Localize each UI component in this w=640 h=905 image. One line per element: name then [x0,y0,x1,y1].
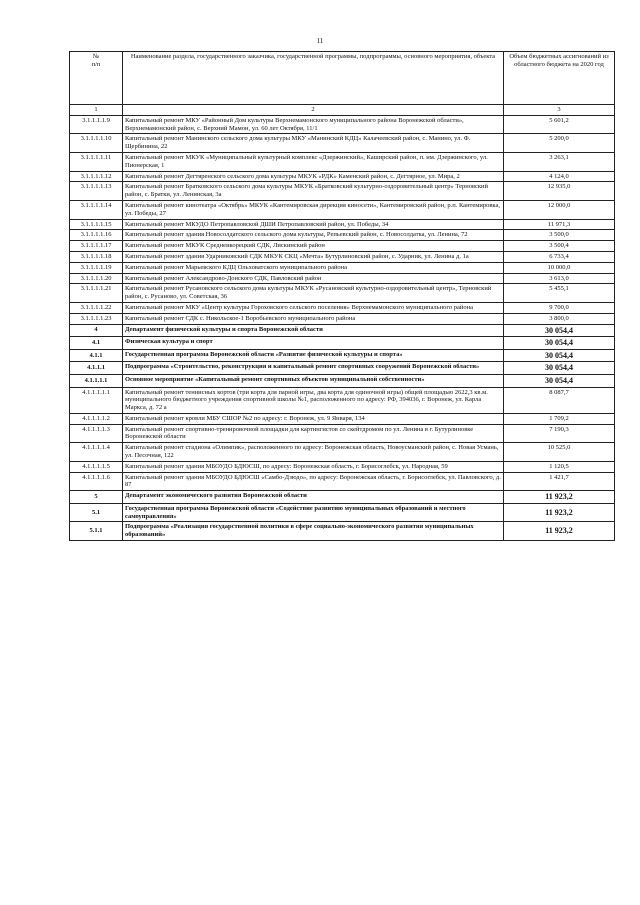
row-code: 4.1.1.1.1 [70,374,123,387]
row-name: Капитальный ремонт теннисных кортов (три корта для парной игры, два корта для одиночной игры) общей площадью 2622,3 кв.м. муниципального бюджетного учреждения спортивной школы №1, расположенного по адресу: РФ, 394036, г. Воронеж, ул. Карла Маркса, д. 72 а [123,387,504,413]
table-row [70,387,615,413]
column-number-row [70,105,615,116]
row-amount: 10 525,0 [504,443,615,462]
row-name: Капитальный ремонт СДК с. Никольское-1 Воробьевского муниципального района [123,313,504,324]
row-code: 3.1.1.1.1.10 [70,134,123,153]
row-code: 3.1.1.1.1.20 [70,273,123,284]
row-code: 3.1.1.1.1.15 [70,219,123,230]
table-row [70,424,615,443]
row-code: 3.1.1.1.1.23 [70,313,123,324]
table-row [70,503,615,522]
row-code: 4.1.1.1.1.5 [70,461,123,472]
row-amount: 11 923,2 [504,503,615,522]
table-row [70,522,615,541]
row-name: Капитальный ремонт спортивно-тренировочной площадки для картингистов со скейтдромом по ул. Ленина в г. Бутурлиновке Воронежской области [123,424,504,443]
row-code: 5 [70,491,123,504]
row-name: Капитальный ремонт стадиона «Олимпик», расположенного по адресу: Воронежская область, Новоусманский район, с. Новая Усмань, ул. Песочная, 122 [123,443,504,462]
row-amount: 30 054,4 [504,374,615,387]
table-row [70,251,615,262]
table-row [70,241,615,252]
table-row [70,115,615,134]
row-amount: 1 709,2 [504,413,615,424]
table-row [70,461,615,472]
row-amount: 5 455,1 [504,284,615,303]
column-number-1: 1 [70,105,123,116]
header-amount: Объем бюджетных ассигнований из областного бюджета на 2020 год [504,52,615,105]
row-name: Капитальный ремонт МКУ «Районный Дом культуры Верхнемамонского муниципального района Воронежской области», Верхнемамонский район, с. Верхний Мамон, ул. 60 лет Октября, 11/1 [123,115,504,134]
header-name: Наименование раздела, государственного заказчика, государственной программы, подпрограммы, основного мероприятия, объекта [123,52,504,105]
table-row [70,182,615,201]
row-name: Капитальный ремонт Братковского сельского дома культуры МКУК «Братковский культурно-оздоровительный центр» Терновский район, с. Братки, ул. Ленинская, 3а [123,182,504,201]
row-name: Капитальный ремонт МКУК «Муниципальный культурный комплекс «Дзержинский», Каширский район, п. им. Дзержинского, ул. Пионерская, 1 [123,152,504,171]
row-code: 3.1.1.1.1.21 [70,284,123,303]
table-row [70,443,615,462]
table-row [70,230,615,241]
row-amount: 3 263,1 [504,152,615,171]
table-row [70,413,615,424]
row-name: Капитальный ремонт здания МБОУДО БДЮСШ «Самбо-Дзюдо», по адресу: Воронежская область, г. Борисоглебск, ул. Павловского, д. 87 [123,472,504,491]
row-amount: 30 054,4 [504,362,615,375]
header-number: № п/п [70,52,123,105]
row-name: Капитальный ремонт Манинского сельского дома культуры МКУ «Манинский КДЦ» Калачеевский район, с. Манино, ул. Ф. Щербинина, 22 [123,134,504,153]
table-row [70,374,615,387]
row-name: Государственная программа Воронежской области «Развитие физической культуры и спорта» [123,349,504,362]
page-number: 11 [316,37,324,45]
row-code: 5.1 [70,503,123,522]
table-header-row [70,52,615,105]
table-row [70,262,615,273]
row-amount: 11 923,2 [504,491,615,504]
row-name: Капитальный ремонт Александрово-Донского СДК, Павловский район [123,273,504,284]
row-name: Капитальный ремонт здания МБОУДО БДЮСШ, по адресу: Воронежская область, г. Борисоглебск, ул. Народная, 59 [123,461,504,472]
row-amount: 8 087,7 [504,387,615,413]
row-name: Капитальный ремонт МКУК Среднеикорецкий СДК, Лискинский район [123,241,504,252]
table-row [70,219,615,230]
row-code: 3.1.1.1.1.16 [70,230,123,241]
row-amount: 3 800,0 [504,313,615,324]
row-name: Капитальный ремонт МКУДО Петропавловской ДШИ Петропавловский район, ул. Победы, 34 [123,219,504,230]
row-name: Капитальный ремонт здания Ударниковский СДК МКУК СКЦ «Мечта» Бутурлиновский район, с. Ударник, ул. Ленина д. 1а [123,251,504,262]
row-amount: 1 120,5 [504,461,615,472]
table-row [70,200,615,219]
row-code: 4.1.1.1.1.2 [70,413,123,424]
row-code: 3.1.1.1.1.17 [70,241,123,252]
row-amount: 30 054,4 [504,324,615,337]
row-code: 4.1.1.1.1.6 [70,472,123,491]
row-amount: 9 700,0 [504,302,615,313]
row-code: 4.1.1.1.1.1 [70,387,123,413]
row-code: 3.1.1.1.1.22 [70,302,123,313]
row-amount: 4 124,0 [504,171,615,182]
row-code: 3.1.1.1.1.12 [70,171,123,182]
table-row [70,284,615,303]
table-row [70,273,615,284]
table-row [70,324,615,337]
row-code: 4.1.1.1 [70,362,123,375]
table-row [70,337,615,350]
budget-table [69,51,615,541]
row-name: Департамент экономического развития Воронежской области [123,491,504,504]
row-amount: 3 500,4 [504,241,615,252]
row-code: 4.1.1.1.1.4 [70,443,123,462]
table-row [70,313,615,324]
table-row [70,349,615,362]
row-amount: 5 601,2 [504,115,615,134]
row-code: 4.1.1.1.1.3 [70,424,123,443]
row-name: Департамент физической культуры и спорта Воронежской области [123,324,504,337]
row-code: 3.1.1.1.1.19 [70,262,123,273]
row-code: 3.1.1.1.1.18 [70,251,123,262]
row-amount: 5 200,0 [504,134,615,153]
row-name: Подпрограмма «Реализация государственной политики в сфере социально-экономического развития муниципальных образований» [123,522,504,541]
table-row [70,491,615,504]
row-amount: 30 054,4 [504,349,615,362]
row-code: 4 [70,324,123,337]
row-name: Капитальный ремонт Русановского сельского дома культуры МКУК «Русановский культурно-оздоровительный центр», Терновский район, с. Русаново, ул. Советская, 36 [123,284,504,303]
column-number-2: 2 [123,105,504,116]
row-name: Капитальный ремонт Дегтяренского сельского дома культуры МКУК «РДК» Каменский район, с. Дегтярное, ул. Мира, 2 [123,171,504,182]
row-amount: 10 000,0 [504,262,615,273]
row-amount: 11 923,2 [504,522,615,541]
row-code: 4.1 [70,337,123,350]
row-amount: 3 613,0 [504,273,615,284]
table-row [70,302,615,313]
row-amount: 7 190,3 [504,424,615,443]
row-name: Капитальный ремонт МКУ «Центр культуры Гороховского сельского поселения» Верхнемамонского муниципального района [123,302,504,313]
row-amount: 12 000,0 [504,200,615,219]
row-amount: 1 421,7 [504,472,615,491]
row-name: Физическая культура и спорт [123,337,504,350]
row-name: Капитальный ремонт кровли МБУ СШОР №2 по адресу: г. Воронеж, ул. 9 Января, 134 [123,413,504,424]
row-code: 3.1.1.1.1.13 [70,182,123,201]
row-name: Капитальный ремонт кинотеатра «Октябрь» МКУК «Кантемировская дирекция киносети», Кантемировский район, р.п. Кантемировка, ул. Победы, 27 [123,200,504,219]
row-amount: 3 500,0 [504,230,615,241]
column-number-3: 3 [504,105,615,116]
row-amount: 11 971,3 [504,219,615,230]
row-amount: 12 935,0 [504,182,615,201]
row-code: 4.1.1 [70,349,123,362]
table-row [70,472,615,491]
row-amount: 30 054,4 [504,337,615,350]
row-name: Государственная программа Воронежской области «Содействие развитию муниципальных образований и местного самоуправления» [123,503,504,522]
table-row [70,171,615,182]
row-name: Основное мероприятие «Капитальный ремонт спортивных объектов муниципальной собственности» [123,374,504,387]
table-row [70,152,615,171]
row-name: Подпрограмма «Строительство, реконструкция и капитальный ремонт спортивных сооружений Воронежской области» [123,362,504,375]
table-row [70,362,615,375]
row-name: Капитальный ремонт здания Новосолдатского сельского дома культуры, Репьевский район, с. Новосолдатка, ул. Ленина, 72 [123,230,504,241]
row-name: Капитальный ремонт Марьевского КДЦ Ольховатского муниципального района [123,262,504,273]
row-amount: 6 733,4 [504,251,615,262]
row-code: 3.1.1.1.1.14 [70,200,123,219]
row-code: 5.1.1 [70,522,123,541]
row-code: 3.1.1.1.1.11 [70,152,123,171]
table-row [70,134,615,153]
row-code: 3.1.1.1.1.9 [70,115,123,134]
